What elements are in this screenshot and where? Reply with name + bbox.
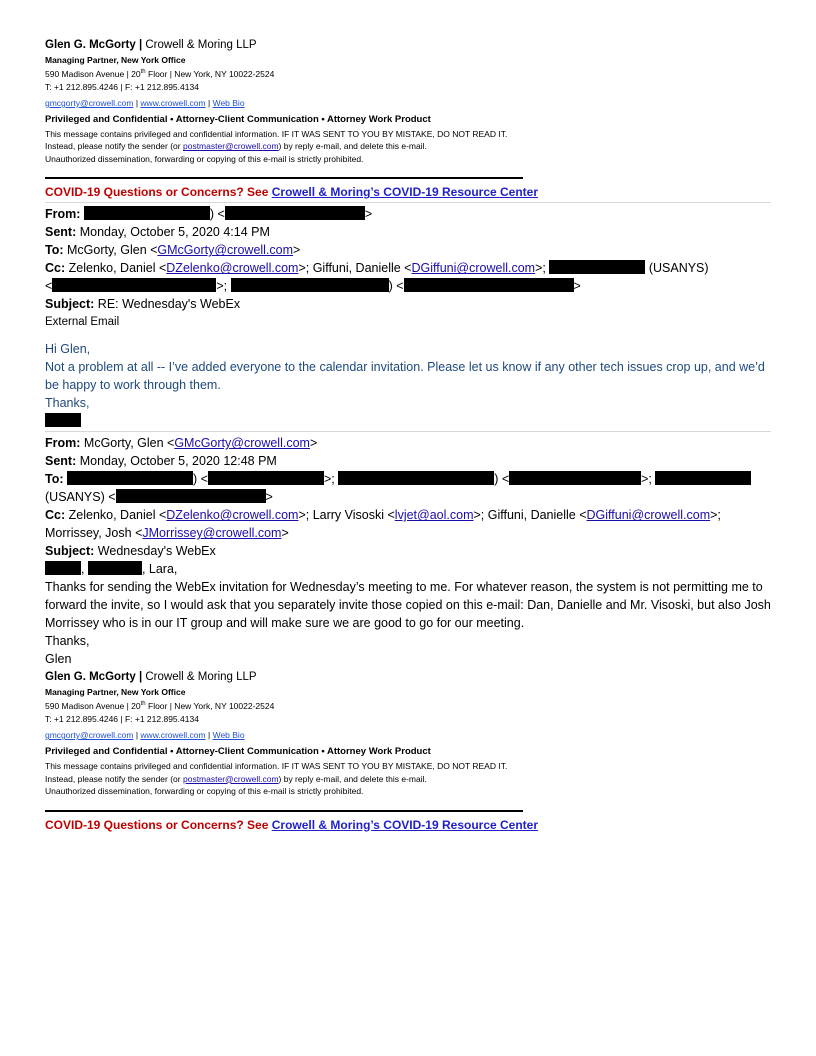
redaction-block [116, 489, 266, 503]
signature-phone: T: +1 212.895.4246 | F: +1 212.895.4134 [45, 714, 199, 725]
website-link[interactable]: www.crowell.com [140, 730, 206, 741]
closing: Thanks, [45, 396, 90, 411]
covid-text: COVID-19 Questions or Concerns? See [45, 185, 272, 200]
web-bio-link[interactable]: Web Bio [212, 730, 245, 741]
subject-label: Subject: [45, 297, 95, 312]
signature-title: Managing Partner, New York Office [45, 687, 186, 698]
cc-name: >; Larry Visoski < [298, 508, 395, 523]
from-line: From: McGorty, Glen <GMcGorty@crowell.com> [45, 436, 318, 451]
to-label: To: [45, 243, 64, 258]
redaction-block [208, 471, 324, 485]
signature-firm: Crowell & Moring LLP [145, 671, 257, 684]
disclaimer-line-1: This message contains privileged and confidential information. IF IT WAS SENT TO YOU BY MISTAKE, DO NOT READ IT. [45, 128, 508, 139]
disclaimer-line-2 [45, 773, 771, 786]
signature-links [45, 728, 771, 742]
message-1 [45, 205, 771, 430]
redaction-block [45, 561, 81, 575]
from-name: McGorty, Glen < [83, 436, 175, 451]
from-line: From: ) < > [45, 207, 373, 222]
cc-name: >; Giffuni, Danielle < [473, 508, 587, 523]
address-text-2: Floor | New York, NY 10022-2524 [145, 701, 275, 712]
cc-email-link[interactable]: lvjet@aol.com [394, 508, 474, 523]
cc-name: Zelenko, Daniel < [68, 261, 167, 276]
email-link[interactable]: gmcgorty@crowell.com [45, 730, 134, 741]
subject-value: RE: Wednesday's WebEx [97, 297, 241, 312]
web-bio-link[interactable]: Web Bio [212, 97, 245, 108]
sent-line [45, 223, 771, 241]
redaction-block [45, 413, 81, 427]
signature-separator: | [138, 39, 143, 51]
signature-title: Managing Partner, New York Office [45, 55, 186, 65]
address-sup: th [140, 701, 146, 708]
signature-phone: T: +1 212.895.4246 | F: +1 212.895.4134 [45, 81, 199, 92]
redaction-block [84, 206, 210, 220]
redaction-block [225, 206, 365, 220]
cc-line-continued: Morrissey, Josh <JMorrissey@crowell.com> [45, 526, 289, 541]
redaction-block [338, 471, 494, 485]
redaction-block [509, 471, 641, 485]
divider-rule [45, 810, 523, 812]
email-link[interactable]: gmcgorty@crowell.com [45, 97, 134, 108]
signature-name: Glen G. McGorty [45, 39, 136, 51]
address-text: 590 Madison Avenue | 20 [45, 701, 141, 712]
cc-name: Zelenko, Daniel < [68, 508, 167, 523]
subject-label: Subject: [45, 544, 95, 559]
link-separator: | [135, 730, 139, 741]
external-email-tag: External Email [45, 316, 120, 329]
message-body: Not a problem at all -- I’ve added everyone to the calendar invitation. Please let us know if any other tech issues crop up, and we’d be happy to work through them. [45, 360, 765, 393]
redaction-block [52, 278, 216, 292]
signature-address [45, 698, 771, 713]
signature-redaction [45, 412, 771, 430]
cc-email-link[interactable]: JMorrissey@crowell.com [142, 526, 282, 541]
cc-label: Cc: [45, 261, 66, 276]
sent-value: Monday, October 5, 2020 12:48 PM [79, 454, 277, 469]
address-text-2: Floor | New York, NY 10022-2524 [145, 68, 275, 79]
disclaimer-text: ) by reply e-mail, and delete this e-mail. [278, 141, 427, 152]
message-2 [45, 434, 771, 668]
signature-name: Glen G. McGorty [45, 671, 136, 684]
redaction-block [404, 278, 574, 292]
signature-address [45, 66, 771, 81]
cc-line: Cc: Zelenko, Daniel <DZelenko@crowell.com>; Larry Visoski <lvjet@aol.com>; Giffuni, Danielle <DGiffuni@crowell.com>; [45, 508, 721, 523]
email-document [45, 36, 771, 834]
from-email-link[interactable]: GMcGorty@crowell.com [174, 436, 310, 451]
link-separator: | [207, 97, 211, 108]
greeting-text: , Lara, [141, 562, 178, 577]
covid-resource-link[interactable]: Crowell & Moring’s COVID-19 Resource Center [271, 185, 539, 200]
cc-email-link[interactable]: DZelenko@crowell.com [166, 508, 299, 523]
subject-line [45, 542, 771, 560]
disclaimer-text: Instead, please notify the sender (or [45, 141, 183, 152]
sent-value: Monday, October 5, 2020 4:14 PM [79, 225, 270, 240]
to-line: To: ) < >; ) < >; [45, 470, 771, 488]
divider-rule [45, 177, 523, 179]
redaction-block [88, 561, 142, 575]
signature-links [45, 96, 771, 110]
signature-firm: Crowell & Moring LLP [145, 39, 257, 51]
signature-separator: | [138, 671, 143, 684]
cc-label: Cc: [45, 508, 66, 523]
link-separator: | [135, 97, 139, 108]
message-separator [45, 431, 771, 432]
disclaimer-line-3: Unauthorized dissemination, forwarding or copying of this e-mail is strictly prohibited. [45, 153, 364, 164]
subject-value: Wednesday's WebEx [97, 544, 216, 559]
from-label: From: [45, 207, 81, 222]
sent-line [45, 452, 771, 470]
greeting: , , Lara, [45, 560, 771, 578]
covid-notice [45, 183, 771, 201]
postmaster-link[interactable]: postmaster@crowell.com [182, 141, 279, 152]
address-text: 590 Madison Avenue | 20 [45, 68, 141, 79]
to-label: To: [45, 472, 64, 487]
signature-name-line [45, 668, 771, 686]
privileged-notice: Privileged and Confidential • Attorney-Client Communication • Attorney Work Product [45, 113, 431, 125]
to-line-continued: (USANYS) < > [45, 490, 273, 505]
message-separator [45, 202, 771, 203]
cc-email-link[interactable]: DGiffuni@crowell.com [586, 508, 711, 523]
closing: Thanks, [45, 634, 90, 649]
redaction-block [655, 471, 751, 485]
cc-line-continued: < >; ) < > [45, 279, 581, 294]
cc-line: Cc: Zelenko, Daniel <DZelenko@crowell.com>; Giffuni, Danielle <DGiffuni@crowell.com>; (USANYS) [45, 261, 709, 276]
redaction-block [549, 260, 645, 274]
privileged-notice: Privileged and Confidential • Attorney-Client Communication • Attorney Work Product [45, 746, 431, 758]
cc-email-link[interactable]: DGiffuni@crowell.com [411, 261, 536, 276]
disclaimer-line-2 [45, 140, 771, 153]
signature-block [45, 36, 771, 201]
covid-text: COVID-19 Questions or Concerns? See [45, 817, 272, 832]
disclaimer-line-3: Unauthorized dissemination, forwarding or copying of this e-mail is strictly prohibited. [45, 786, 364, 797]
redaction-block [231, 278, 389, 292]
disclaimer-text: Instead, please notify the sender (or [45, 773, 183, 784]
link-separator: | [207, 730, 211, 741]
address-sup: th [140, 69, 146, 75]
cc-suffix: (USANYS) [648, 261, 709, 276]
message-body: Thanks for sending the WebEx invitation for Wednesday’s meeting to me. For whatever reason, the system is not permitting me to forward the invite, so I would ask that you separately invite those copied on this e-mail: Dan, Danielle and Mr. Visoski, but also Josh Morrissey who is in our IT group and will make sure we are good to go for our meeting. [45, 580, 771, 631]
signature-block [45, 668, 771, 833]
cc-name: >; Giffuni, Danielle < [298, 261, 412, 276]
sent-label: Sent: [45, 225, 77, 240]
disclaimer-text: ) by reply e-mail, and delete this e-mail. [278, 773, 427, 784]
to-email-link[interactable]: GMcGorty@crowell.com [157, 243, 294, 258]
postmaster-link[interactable]: postmaster@crowell.com [182, 773, 279, 784]
covid-notice [45, 816, 771, 834]
signature-name-line [45, 36, 771, 54]
sent-label: Sent: [45, 454, 77, 469]
covid-resource-link[interactable]: Crowell & Moring’s COVID-19 Resource Center [271, 817, 539, 832]
redaction-block [67, 471, 193, 485]
subject-line [45, 295, 771, 313]
cc-name: Morrissey, Josh < [45, 526, 143, 541]
to-suffix: (USANYS) < [45, 490, 116, 505]
cc-email-link[interactable]: DZelenko@crowell.com [166, 261, 299, 276]
to-name: McGorty, Glen < [67, 243, 158, 258]
from-label: From: [45, 436, 81, 451]
signoff: Glen [45, 652, 72, 667]
to-line: To: McGorty, Glen <GMcGorty@crowell.com> [45, 243, 301, 258]
website-link[interactable]: www.crowell.com [140, 97, 206, 108]
greeting: Hi Glen, [45, 342, 91, 357]
disclaimer-line-1: This message contains privileged and confidential information. IF IT WAS SENT TO YOU BY MISTAKE, DO NOT READ IT. [45, 761, 508, 772]
